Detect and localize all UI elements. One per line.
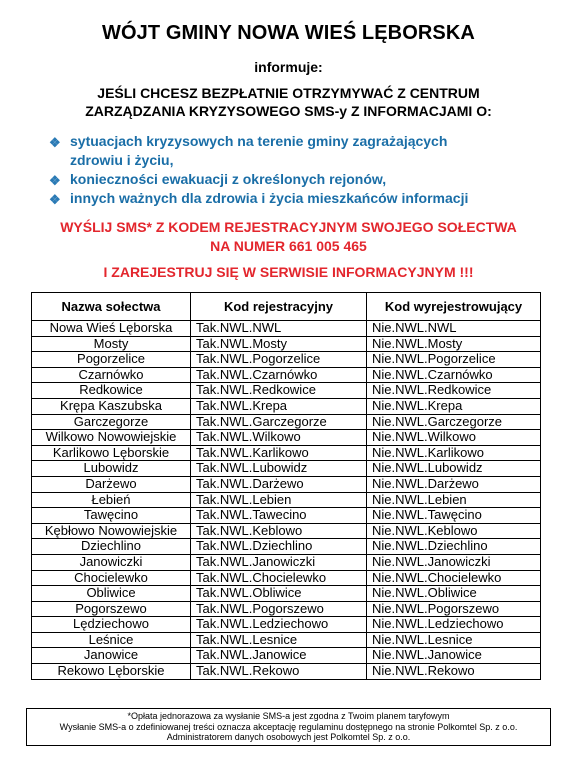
intro-line-2: ZARZĄDZANIA KRYZYSOWEGO SMS-y Z INFORMACJAMI O:: [85, 103, 492, 119]
cell-unregister-code: Nie.NWL.Karlikowo: [367, 445, 541, 461]
cell-register-code: Tak.NWL.Karlikowo: [191, 445, 367, 461]
cell-village-name: Krępa Kaszubska: [32, 398, 191, 414]
cell-unregister-code: Nie.NWL.Ledziechowo: [367, 617, 541, 633]
cell-register-code: Tak.NWL.Pogorzelice: [191, 352, 367, 368]
list-item-text: zdrowiu i życiu,: [70, 152, 174, 168]
cell-unregister-code: Nie.NWL.Janowice: [367, 648, 541, 664]
cell-unregister-code: Nie.NWL.Czarnówko: [367, 367, 541, 383]
cell-village-name: Lubowidz: [32, 461, 191, 477]
cell-unregister-code: Nie.NWL.Pogorszewo: [367, 601, 541, 617]
table-row: [32, 508, 541, 524]
table-row: [32, 601, 541, 617]
table-body: [32, 321, 541, 680]
table-row: [32, 445, 541, 461]
cell-register-code: Tak.NWL.Keblowo: [191, 523, 367, 539]
cell-unregister-code: Nie.NWL.Pogorzelice: [367, 352, 541, 368]
cell-village-name: Karlikowo Lęborskie: [32, 445, 191, 461]
cell-village-name: Mosty: [32, 336, 191, 352]
list-item-text: innych ważnych dla zdrowia i życia mieszkańców informacji: [70, 190, 469, 206]
table-row: [32, 352, 541, 368]
table-row: [32, 617, 541, 633]
cell-register-code: Tak.NWL.Dziechlino: [191, 539, 367, 555]
cell-register-code: Tak.NWL.Lubowidz: [191, 461, 367, 477]
diamond-bullet-icon: ❖: [49, 192, 61, 207]
cell-unregister-code: Nie.NWL.Lubowidz: [367, 461, 541, 477]
diamond-bullet-icon: ❖: [49, 135, 61, 150]
cell-unregister-code: Nie.NWL.Wilkowo: [367, 430, 541, 446]
table-row: [32, 648, 541, 664]
list-item-text: konieczności ewakuacji z określonych rejonów,: [70, 171, 387, 187]
intro-text: [30, 84, 547, 120]
topics-list: [49, 132, 559, 208]
cell-register-code: Tak.NWL.Tawecino: [191, 508, 367, 524]
cell-unregister-code: Nie.NWL.Chocielewko: [367, 570, 541, 586]
cell-village-name: Obliwice: [32, 586, 191, 602]
cell-unregister-code: Nie.NWL.Keblowo: [367, 523, 541, 539]
footnote-box: [26, 708, 551, 746]
footnote-line-1: *Opłata jednorazowa za wysłanie SMS-a jest zgodna z Twoim planem taryfowym: [127, 711, 450, 721]
page-title: WÓJT GMINY NOWA WIEŚ LĘBORSKA: [102, 22, 475, 44]
cell-register-code: Tak.NWL.Janowice: [191, 648, 367, 664]
cell-village-name: Nowa Wieś Lęborska: [32, 321, 191, 337]
footnote-line-3: Administratorem danych osobowych jest Polkomtel Sp. z o.o.: [166, 732, 411, 743]
table-row: [32, 570, 541, 586]
table-row: [32, 664, 541, 680]
cell-unregister-code: Nie.NWL.Rekowo: [367, 664, 541, 680]
cell-unregister-code: Nie.NWL.Krepa: [367, 398, 541, 414]
cell-register-code: Tak.NWL.NWL: [191, 321, 367, 337]
cell-register-code: Tak.NWL.Ledziechowo: [191, 617, 367, 633]
sms-instruction-line-1: WYŚLIJ SMS* Z KODEM REJESTRACYJNYM SWOJEGO SOŁECTWA: [60, 219, 517, 235]
cell-village-name: Janowice: [32, 648, 191, 664]
cell-register-code: Tak.NWL.Mosty: [191, 336, 367, 352]
cell-unregister-code: Nie.NWL.Tawęcino: [367, 508, 541, 524]
cell-unregister-code: Nie.NWL.Lesnice: [367, 632, 541, 648]
table-row: [32, 336, 541, 352]
diamond-bullet-icon: ❖: [49, 173, 61, 188]
register-callout: I ZAREJESTRUJ SIĘ W SERWISIE INFORMACYJNYM !!!: [103, 264, 474, 280]
table-row: [32, 461, 541, 477]
list-item: [49, 132, 559, 170]
column-header-unregister-code: Kod wyrejestrowujący: [367, 293, 541, 321]
cell-village-name: Czarnówko: [32, 367, 191, 383]
table-row: [32, 398, 541, 414]
table-row: [32, 586, 541, 602]
sms-instruction: [0, 218, 577, 256]
cell-village-name: Leśnice: [32, 632, 191, 648]
table-row: [32, 539, 541, 555]
cell-unregister-code: Nie.NWL.Dziechlino: [367, 539, 541, 555]
cell-village-name: Rekowo Lęborskie: [32, 664, 191, 680]
cell-register-code: Tak.NWL.Czarnówko: [191, 367, 367, 383]
cell-village-name: Pogorszewo: [32, 601, 191, 617]
table-row: [32, 430, 541, 446]
list-item: [49, 170, 559, 189]
cell-village-name: Łebień: [32, 492, 191, 508]
column-header-register-code: Kod rejestracyjny: [191, 293, 367, 321]
cell-register-code: Tak.NWL.Garczegorze: [191, 414, 367, 430]
cell-register-code: Tak.NWL.Darżewo: [191, 476, 367, 492]
cell-unregister-code: Nie.NWL.Obliwice: [367, 586, 541, 602]
registration-codes-table: [31, 292, 541, 680]
cell-village-name: Garczegorze: [32, 414, 191, 430]
cell-register-code: Tak.NWL.Rekowo: [191, 664, 367, 680]
intro-line-1: JEŚLI CHCESZ BEZPŁATNIE OTRZYMYWAĆ Z CENTRUM: [97, 85, 480, 101]
list-item-text: sytuacjach kryzysowych na terenie gminy zagrażających: [70, 133, 448, 149]
cell-village-name: Chocielewko: [32, 570, 191, 586]
cell-register-code: Tak.NWL.Pogorszewo: [191, 601, 367, 617]
cell-register-code: Tak.NWL.Lesnice: [191, 632, 367, 648]
cell-register-code: Tak.NWL.Redkowice: [191, 383, 367, 399]
cell-unregister-code: Nie.NWL.Mosty: [367, 336, 541, 352]
cell-village-name: Wilkowo Nowowiejskie: [32, 430, 191, 446]
cell-village-name: Janowiczki: [32, 554, 191, 570]
table-row: [32, 367, 541, 383]
table-row: [32, 321, 541, 337]
table-row: [32, 492, 541, 508]
cell-unregister-code: Nie.NWL.Garczegorze: [367, 414, 541, 430]
cell-village-name: Darżewo: [32, 476, 191, 492]
table-row: [32, 554, 541, 570]
cell-village-name: Lędziechowo: [32, 617, 191, 633]
cell-unregister-code: Nie.NWL.Redkowice: [367, 383, 541, 399]
cell-unregister-code: Nie.NWL.Janowiczki: [367, 554, 541, 570]
cell-village-name: Tawęcino: [32, 508, 191, 524]
cell-village-name: Pogorzelice: [32, 352, 191, 368]
table-row: [32, 476, 541, 492]
cell-village-name: Redkowice: [32, 383, 191, 399]
cell-register-code: Tak.NWL.Wilkowo: [191, 430, 367, 446]
sms-number: NA NUMER 661 005 465: [210, 238, 367, 254]
cell-unregister-code: Nie.NWL.Darżewo: [367, 476, 541, 492]
cell-unregister-code: Nie.NWL.Lebien: [367, 492, 541, 508]
cell-unregister-code: Nie.NWL.NWL: [367, 321, 541, 337]
table-header-row: [32, 293, 541, 321]
table-row: [32, 383, 541, 399]
table-row: [32, 414, 541, 430]
cell-register-code: Tak.NWL.Obliwice: [191, 586, 367, 602]
footnote-line-2: Wysłanie SMS-a o zdefiniowanej treści oznacza akceptację regulaminu dostępnego na stronie Polkomtel Sp. z o.o.: [59, 721, 518, 732]
column-header-village: Nazwa sołectwa: [32, 293, 191, 321]
table-row: [32, 632, 541, 648]
cell-register-code: Tak.NWL.Janowiczki: [191, 554, 367, 570]
table-row: [32, 523, 541, 539]
page-subtitle: informuje:: [254, 59, 323, 75]
cell-village-name: Kębłowo Nowowiejskie: [32, 523, 191, 539]
cell-register-code: Tak.NWL.Chocielewko: [191, 570, 367, 586]
cell-register-code: Tak.NWL.Lebien: [191, 492, 367, 508]
cell-village-name: Dziechlino: [32, 539, 191, 555]
cell-register-code: Tak.NWL.Krepa: [191, 398, 367, 414]
list-item: [49, 189, 559, 208]
